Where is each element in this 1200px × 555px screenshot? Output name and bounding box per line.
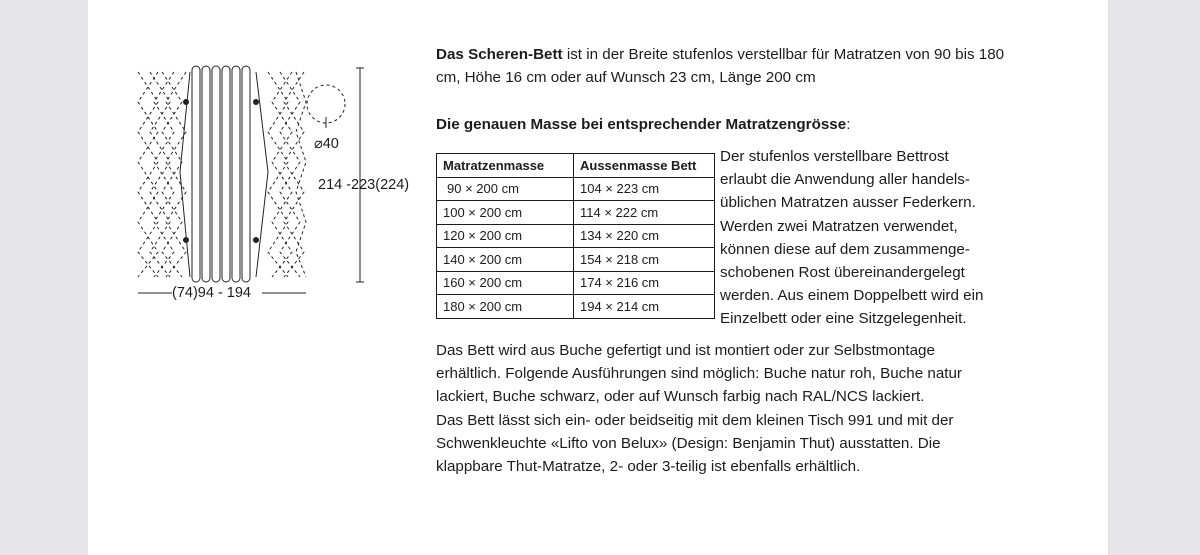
dimensions-heading — [436, 113, 1026, 136]
table-row — [437, 271, 715, 295]
body-line: Das Bett lässt sich ein- oder beidseitig mit dem kleinen Tisch 991 und mit der — [436, 411, 954, 429]
width-dimension-label: (74)94 - 194 — [172, 285, 251, 301]
table-cell-outer: 154 × 218 cm — [574, 248, 715, 272]
side-line: erlaubt die Anwendung aller handels- — [720, 171, 970, 189]
side-paragraph — [720, 145, 1020, 331]
table-cell-mattress: 160 × 200 cm — [437, 271, 574, 295]
dimensions-table — [436, 153, 715, 319]
table-row — [437, 224, 715, 248]
table-row — [437, 295, 715, 319]
table-cell-mattress: 120 × 200 cm — [437, 224, 574, 248]
length-dimension-label: 214 -223(224) — [318, 177, 410, 193]
table-cell-outer: 134 × 220 cm — [574, 224, 715, 248]
body-line: klappbare Thut-Matratze, 2- oder 3-teilig ist ebenfalls erhältlich. — [436, 458, 861, 476]
intro-title: Das Scheren-Bett — [436, 46, 563, 63]
intro-text: ist in der Breite stufenlos verstellbar für Matratzen von 90 bis 180 cm, Höhe 16 cm oder auf Wunsch 23 cm, Länge 200 cm — [436, 46, 1005, 87]
diameter-label: ⌀40 — [314, 136, 339, 152]
document-page — [88, 0, 1108, 555]
description-paragraph — [436, 339, 1026, 478]
table-row — [437, 177, 715, 201]
table-header-mattress: Matratzenmasse — [437, 154, 574, 178]
dimensions-heading-text: Die genauen Masse bei entsprechender Matratzengrösse — [436, 116, 847, 133]
body-line: erhältlich. Folgende Ausführungen sind möglich: Buche natur roh, Buche natur — [436, 365, 962, 383]
intro-paragraph — [436, 43, 1026, 89]
table-cell-outer: 114 × 222 cm — [574, 201, 715, 225]
table-cell-mattress: 90 × 200 cm — [437, 177, 574, 201]
side-line: werden. Aus einem Doppelbett wird ein — [720, 287, 984, 305]
table-cell-outer: 174 × 216 cm — [574, 271, 715, 295]
table-cell-mattress: 140 × 200 cm — [437, 248, 574, 272]
table-header-outer: Aussenmasse Bett — [574, 154, 715, 178]
table-cell-mattress: 180 × 200 cm — [437, 295, 574, 319]
side-line: schobenen Rost übereinandergelegt — [720, 264, 965, 282]
side-line: üblichen Matratzen ausser Federkern. — [720, 194, 976, 212]
table-cell-outer: 104 × 223 cm — [574, 177, 715, 201]
dimensions-heading-suffix: : — [846, 116, 851, 133]
body-line: Schwenkleuchte «Lifto von Belux» (Design: Benjamin Thut) ausstatten. Die — [436, 434, 941, 452]
table-row — [437, 201, 715, 225]
table-header-row — [437, 154, 715, 178]
table-cell-outer: 194 × 214 cm — [574, 295, 715, 319]
side-line: können diese auf dem zusammenge- — [720, 240, 970, 258]
side-line: Der stufenlos verstellbare Bettrost — [720, 148, 949, 165]
side-line: Einzelbett oder eine Sitzgelegenheit. — [720, 310, 967, 328]
table-cell-mattress: 100 × 200 cm — [437, 201, 574, 225]
table-row — [437, 248, 715, 272]
side-line: Werden zwei Matratzen verwendet, — [720, 217, 958, 235]
body-line: Das Bett wird aus Buche gefertigt und ist montiert oder zur Selbstmontage — [436, 342, 935, 359]
body-line: lackiert, Buche schwarz, oder auf Wunsch farbig nach RAL/NCS lackiert. — [436, 388, 925, 406]
